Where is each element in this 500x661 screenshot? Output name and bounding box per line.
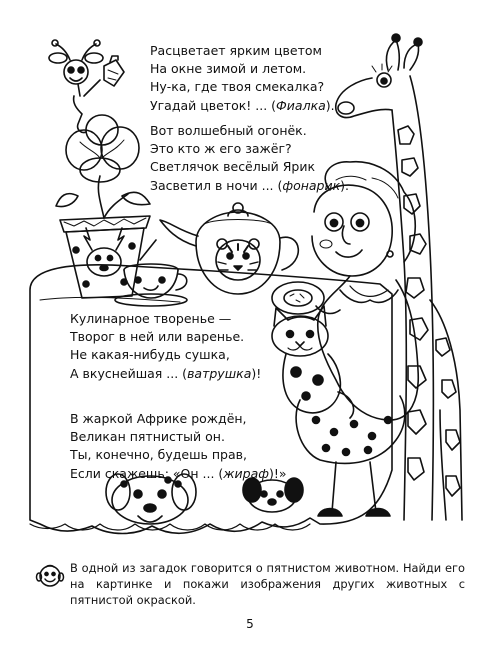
riddle-line: В жаркой Африке рождён,	[70, 411, 247, 426]
task-instruction: В одной из загадок говорится о пятнистом животном. Найди его на картинке и покажи изображения других животных с пятнистой окраской.	[70, 561, 465, 607]
smiling-face-icon	[34, 560, 66, 592]
teapot	[160, 203, 298, 294]
riddle-2	[150, 122, 349, 195]
riddle-line: Это кто ж его зажёг?	[150, 141, 292, 157]
riddle-1	[150, 42, 335, 115]
riddle-line: Светлячок весёлый Ярик	[150, 159, 316, 175]
teacup	[115, 240, 187, 306]
riddle-line: На окне зимой и летом.	[150, 61, 307, 77]
riddle-answer: фонарик	[282, 177, 341, 193]
riddle-answer: Фиалка	[276, 97, 326, 113]
pansy-flower	[56, 115, 150, 218]
riddle-answer-line: Засветил в ночи ... (фонарик).	[150, 177, 350, 193]
riddle-line: Великан пятнистый он.	[70, 429, 225, 445]
riddle-line: Вот волшебный огонёк.	[150, 123, 307, 138]
riddle-answer: ватрушка	[187, 365, 252, 381]
riddle-line: Ну-ка, где твоя смекалка?	[150, 79, 325, 95]
grandmother	[272, 162, 418, 516]
riddle-answer-line: А вкуснейшая ... (ватрушка)!	[70, 365, 262, 381]
riddle-4	[70, 410, 287, 483]
cat	[272, 306, 354, 418]
riddle-line: Не какая-нибудь сушка,	[70, 347, 230, 363]
riddle-3	[70, 310, 261, 383]
flower-pot	[60, 216, 150, 298]
riddle-line: Ты, конечно, будешь прав,	[70, 447, 247, 463]
riddle-answer: жираф	[223, 465, 269, 481]
riddle-answer-line: Угадай цветок! ... (Фиалка).	[150, 97, 335, 113]
giraffe	[336, 34, 462, 520]
riddle-answer-line: Если скажешь: «Он ... (жираф)!»	[70, 465, 287, 481]
riddle-line: Кулинарное творенье —	[70, 311, 232, 326]
riddle-line: Расцветает ярким цветом	[150, 43, 322, 58]
riddle-line: Творог в ней или варенье.	[70, 329, 245, 345]
page-number: 5	[246, 617, 254, 631]
tablecloth	[30, 265, 392, 534]
